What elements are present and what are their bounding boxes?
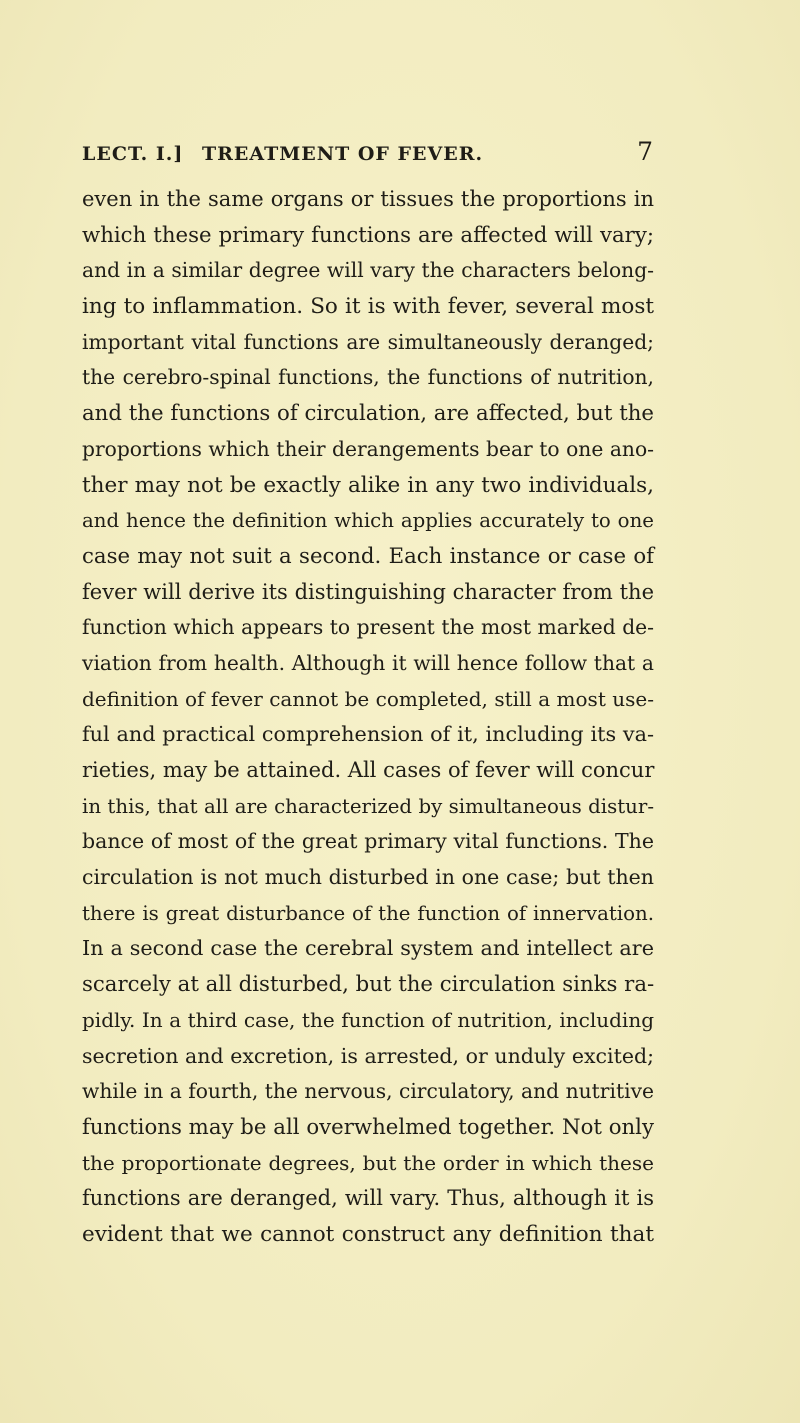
text-line: the cerebro-spinal functions, the functions of nutrition,: [82, 365, 654, 390]
text-line: viation from health. Although it will hence follow that a: [82, 650, 654, 675]
text-line: while in a fourth, the nervous, circulatory, and nutritive: [82, 1079, 654, 1104]
text-line: ful and practical comprehension of it, including its va-: [82, 722, 654, 747]
running-head: [82, 137, 654, 177]
text-line: even in the same organs or tissues the proportions in: [82, 187, 654, 211]
text-line: functions are deranged, will vary. Thus, although it is: [82, 1186, 654, 1211]
text-line: functions may be all overwhelmed together. Not only: [82, 1114, 654, 1140]
text-line: function which appears to present the most marked de-: [82, 615, 654, 640]
chapter-title: TREATMENT OF FEVER.: [202, 143, 484, 165]
text-line: in this, that all are characterized by simultaneous distur-: [82, 794, 654, 818]
text-line: ther may not be exactly alike in any two individuals,: [82, 472, 654, 498]
text-line: there is great disturbance of the function of innervation.: [82, 901, 654, 925]
text-line: In a second case the cerebral system and intellect are: [82, 936, 654, 961]
text-line: and hence the definition which applies accurately to one: [82, 509, 654, 533]
text-line: scarcely at all disturbed, but the circulation sinks ra-: [82, 972, 655, 998]
text-line: definition of fever cannot be completed, still a most use-: [82, 686, 654, 711]
text-line: case may not suit a second. Each instance or case of: [82, 543, 654, 569]
text-line: pidly. In a third case, the function of nutrition, including: [82, 1007, 654, 1032]
text-line: and in a similar degree will vary the characters belong-: [82, 258, 654, 283]
text-line: important vital functions are simultaneously deranged;: [82, 329, 654, 354]
text-line: secretion and excretion, is arrested, or unduly excited;: [82, 1043, 654, 1068]
text-line: which these primary functions are affected will vary;: [82, 222, 654, 248]
text-line: proportions which their derangements bear to one ano-: [82, 436, 654, 461]
text-line: rieties, may be attained. All cases of fever will concur: [82, 758, 655, 782]
page-number: 7: [637, 137, 654, 166]
text-line: fever will derive its distinguishing character from the: [82, 579, 654, 604]
body-text: [82, 182, 654, 1253]
text-line: the proportionate degrees, but the order in which these: [82, 1150, 654, 1175]
text-line: bance of most of the great primary vital functions. The: [82, 829, 654, 854]
text-line: evident that we cannot construct any definition that: [82, 1221, 654, 1247]
text-line: and the functions of circulation, are affected, but the: [82, 401, 654, 427]
text-line: ing to inflammation. So it is with fever, several most: [82, 294, 654, 320]
lecture-label: LECT. I.]: [82, 143, 184, 165]
text-line: circulation is not much disturbed in one case; but then: [82, 865, 654, 890]
